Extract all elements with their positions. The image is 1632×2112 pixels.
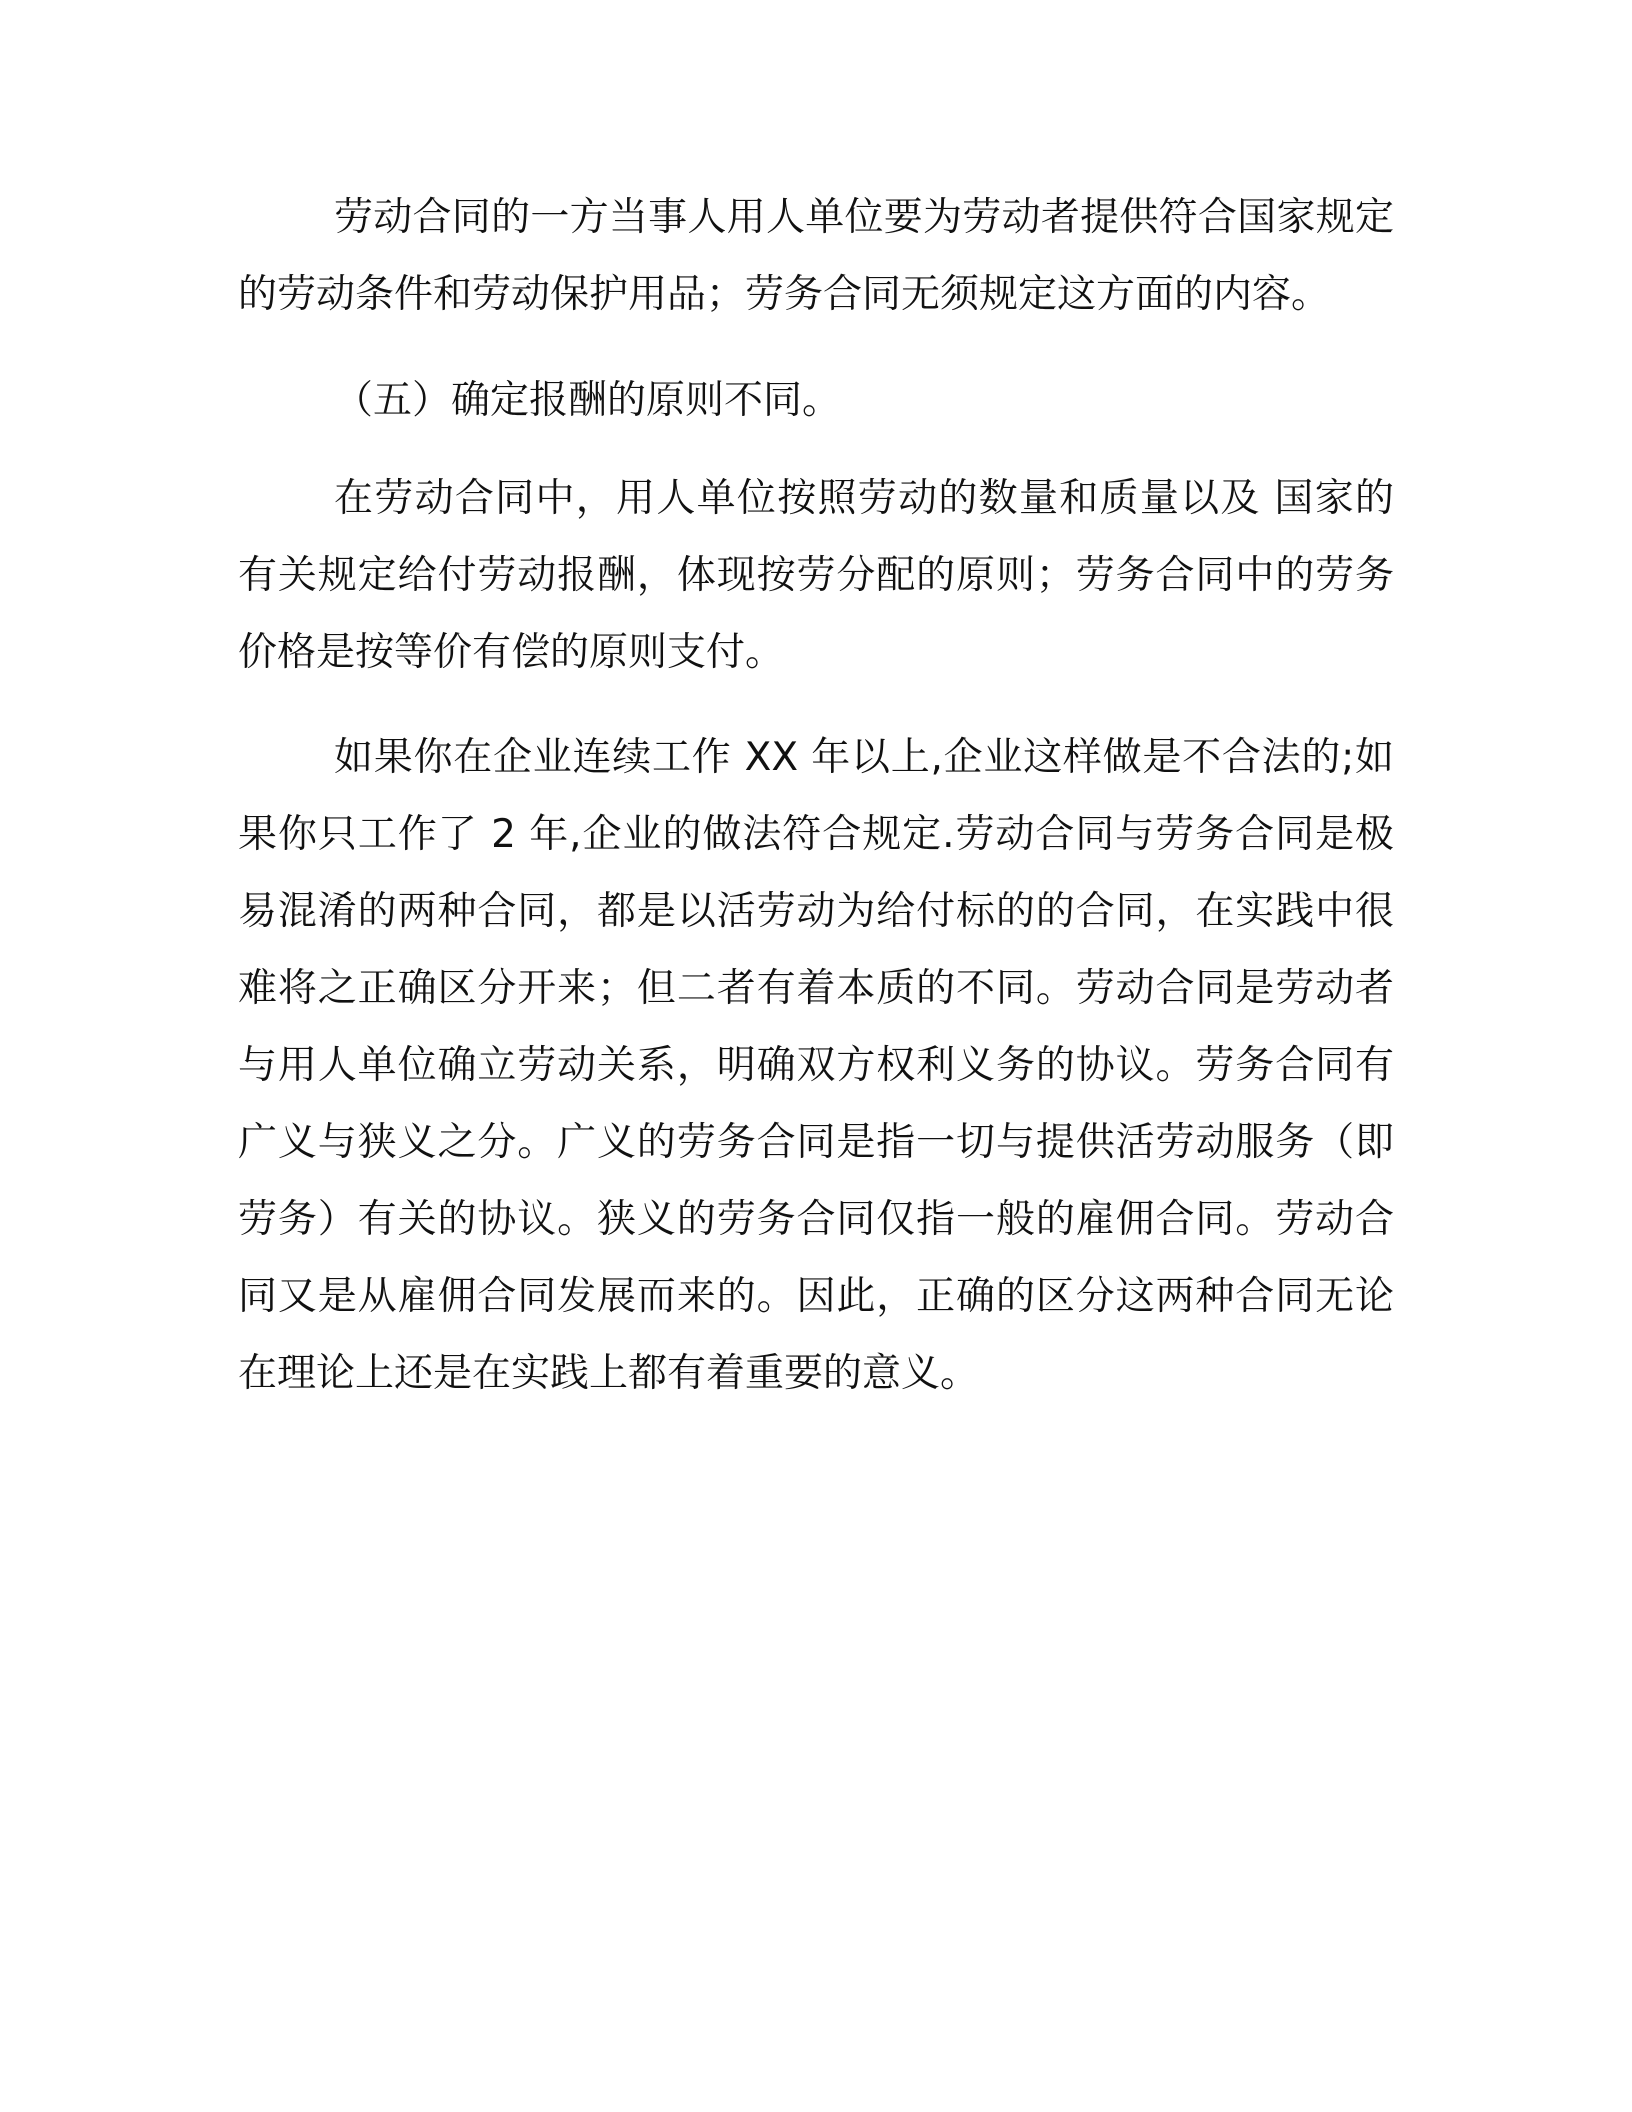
paragraph-labor-conditions: 劳动合同的一方当事人用人单位要为劳动者提供符合国家规定的劳动条件和劳动保护用品；劳务合同无须规定这方面的内容。 [238,195,1394,317]
paragraph-contract-distinction: 如果你在企业连续工作 XX 年以上,企业这样做是不合法的;如果你只工作了 2 年,企业的做法符合规定.劳动合同与劳务合同是极易混淆的两种合同，都是以活劳动为给付标的的合同，在实践中很难将之正确区分开来；但二者有着本质的不同。劳动合同是劳动者与用人单位确立劳动关系，明确双方权利义务的协议。劳务合同有广义与狭义之分。广义的劳务合同是指一切与提供活劳动服务（即劳务）有关的协议。狭义的劳务合同仅指一般的雇佣合同。劳动合同又是从雇佣合同发展而来的。因此，正确的区分这两种合同无论在理论上还是在实践上都有着重要的意义。 [238,735,1394,1396]
paragraph-remuneration-principle: 在劳动合同中，用人单位按照劳动的数量和质量以及 国家的有关规定给付劳动报酬，体现按劳分配的原则；劳务合同中的劳务价格是按等价有偿的原则支付。 [238,476,1394,675]
section-heading-remuneration: （五）确定报酬的原则不同。 [334,378,842,423]
